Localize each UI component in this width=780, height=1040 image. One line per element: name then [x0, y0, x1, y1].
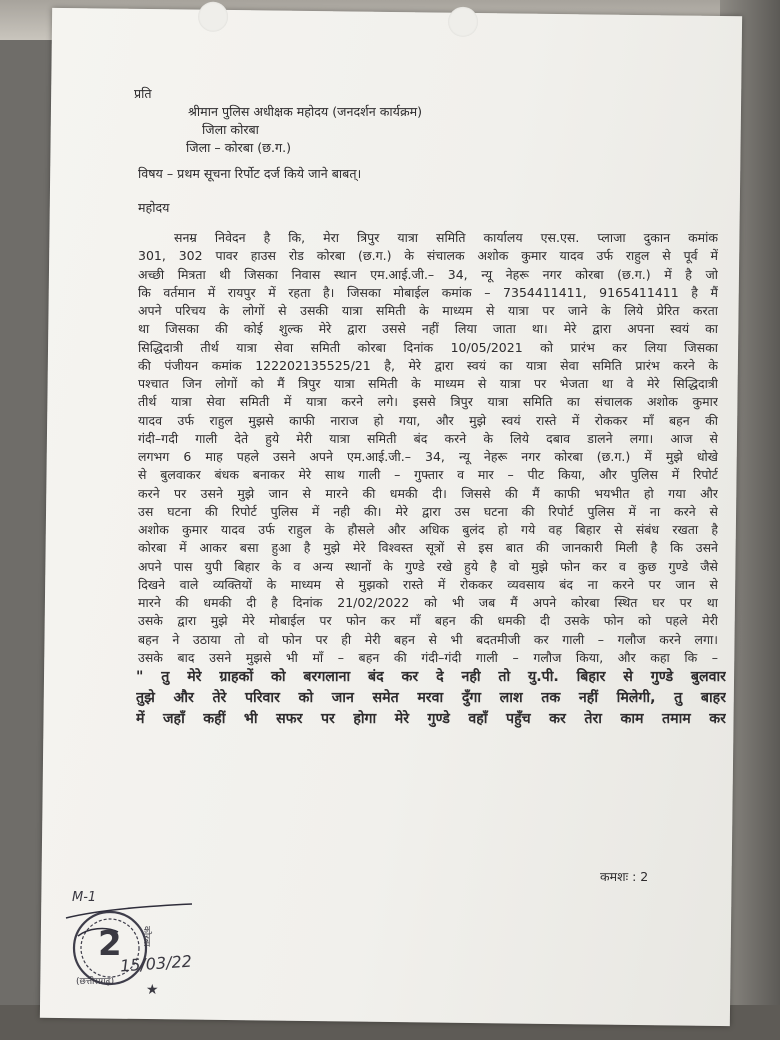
stamp-date: 15/03/22: [119, 951, 193, 976]
body-line: कोरबा में आकर बसा हुआ है मुझे मेरे विश्वस्त सूत्रों से इस बात की जानकारी मिली है कि उसने: [138, 540, 718, 556]
body-line: अशोक कुमार यादव उर्फ राहुल के हौसले और अधिक बुलंद हो गये वह बिहार से संबंध रखता है: [138, 522, 718, 537]
letter-content: [78, 85, 726, 730]
quote-line: में जहाँ कहीं भी सफर पर होगा मेरे गुण्डे वहाँ पहुँच कर तेरा काम तमाम कर: [136, 711, 726, 727]
recipient-prefix: प्रति: [134, 86, 152, 101]
body-line: तीर्थ यात्रा सेवा समिती में यात्रा करने लगे। इससे त्रिपुर यात्रा समिति का संचालक अशोक कुमार: [138, 394, 718, 410]
body-line: अपने पास युपी बिहार के व अन्य स्थानों के गुण्डे रखे हुये है वो मुझे फोन कर व कुछ गुण्डे जैसे: [138, 558, 718, 574]
quote-line: तुझे और तेरे परिवार को जान समेत मरवा दुँगा लाश तक नहीं मिलेगी, तु बाहर: [136, 690, 726, 706]
recipient-district: जिला – कोरबा (छ.ग.): [186, 140, 292, 155]
body-line: यादव उर्फ राहुल मुझसे काफी नाराज हो गया, और मुझे स्वयं रास्ते में रोककर माँ बहन की: [138, 412, 718, 428]
body-line: 301, 302 पावर हाउस रोड कोरबा (छ.ग.) के संचालक अशोक कुमार यादव उर्फ राहुल से पूर्व में: [138, 248, 718, 264]
body-line: बहन ने उठाया तो वो फोन पर ही मेरी बहन से भी बदतमीजी कर गाली – गलौज करने लगा।: [138, 631, 718, 647]
body-line: अपने परिचय के लोगों से उसकी यात्रा समिती के माध्यम से यात्रा पर जाने के लिये प्रेरित करता: [138, 303, 718, 318]
body-line: गंदी–गदी गाली देते हुये मेरी यात्रा समिती बंद करने के लिये दबाव डालने लगा। आज से: [138, 430, 718, 446]
body-line: दिखने वाले व्यक्तियों के माध्यम से मुझको रास्ते में रोककर व्यवसाय बंद ना करने पर जान से: [138, 576, 718, 592]
punch-hole-left: [198, 2, 228, 32]
letter-salutation: महोदय: [138, 200, 170, 215]
stamp-bottom-text: (छत्तीसगढ़): [76, 977, 115, 987]
body-line: उस घटना की रिपोर्ट पुलिस में नही की। मेरे द्वारा उस घटना की रिपोर्ट पुलिस में ना करने से: [138, 503, 718, 519]
body-line: करने पर उसने मुझे जान से मारने की धमकी दी। जिससे की मैं काफी भयभीत हो गया और: [138, 485, 718, 501]
body-line: मारने की धमकी दी है दिनांक 21/02/2022 को भी जब मैं अपने कोरबा स्थित घर पर था: [138, 595, 718, 610]
quote-line: " तु मेरे ग्राहकों को बरगलाना बंद कर दे नही तो यु.पी. बिहार से गुण्डे बुलवार: [136, 669, 726, 685]
body-line: उसके द्वारा मुझे मेरे मोबाईल पर फोन कर माँ बहन की धमकी दी उसके फोन को पहले मेरी: [138, 613, 718, 629]
body-line: उसके बाद उसने मुझसे भी माँ – बहन की गंदी–गंदी गाली – गलौज किया, और कहा कि –: [138, 649, 718, 665]
body-line: कि वर्तमान में रायपुर में रहता है। जिसका मोबाईल कमांक – 7354411411, 9165411411 है मैं: [138, 284, 718, 300]
punch-hole-right: [448, 7, 478, 37]
body-line: सनम्र निवेदन है कि, मेरा त्रिपुर यात्रा समिति कार्यालय एस.एस. प्लाजा दुकान कमांक: [174, 230, 718, 245]
letter-body: [138, 229, 718, 667]
body-line: की पंजीयन कमांक 122202135525/21 है, मेरे द्वारा स्वयं का यात्रा सेवा समिति प्रारंभ करने के: [138, 357, 718, 373]
threat-quote: [136, 667, 726, 730]
stamp-seal-icon: [58, 888, 198, 1008]
stamp-mark: M-1: [72, 890, 97, 905]
body-line: से बुलवाकर बंधक बनाकर मेरे साथ गाली – गुफ्तार व मार – पीट किया, और पुलिस में रिपोर्ट: [138, 467, 718, 483]
body-line: था जिसका की कोई शुल्क मेरे द्वारा उससे नहीं लिया जाता था। मेरे द्वारा अपना स्वयं का: [138, 321, 718, 337]
body-line: सिद्धिदात्री तीर्थ यात्रा सेवा समिती कोरबा दिनांक 10/05/2021 को प्रारंभ कर लिया जिसका: [138, 339, 718, 355]
recipient-line-2: जिला कोरबा: [202, 122, 259, 137]
continued-marker: कमशः : 2: [600, 869, 649, 884]
stamp-initial: 2: [98, 924, 122, 964]
body-line: लगभग 6 माह पहले उसने अपने एम.आई.जी.– 34, न्यू नेहरू नगर कोरबा (छ.ग.) में मुझे धोखे: [138, 449, 718, 464]
letter-subject: विषय – प्रथम सूचना रिर्पोट दर्ज किये जाने बाबत्।: [138, 166, 362, 181]
official-stamp: [58, 888, 198, 1008]
body-line: अच्छी मित्रता थी जिसका निवास स्थान एम.आई.जी.– 34, न्यू नेहरू नगर कोरबा (छ.ग.) में है जो: [138, 266, 718, 282]
recipient-line-1: श्रीमान पुलिस अधीक्षक महोदय (जनदर्शन कार्यक्रम): [188, 104, 423, 119]
body-line: पश्चात जिन लोगों को मैं त्रिपुर यात्रा समिती के माध्यम से यात्रा पर भेजता था वे मेरे सिद्धिदात्री: [138, 376, 718, 391]
stamp-side-text: कोरबा: [141, 926, 151, 947]
stamp-star-icon: ★: [146, 982, 159, 998]
